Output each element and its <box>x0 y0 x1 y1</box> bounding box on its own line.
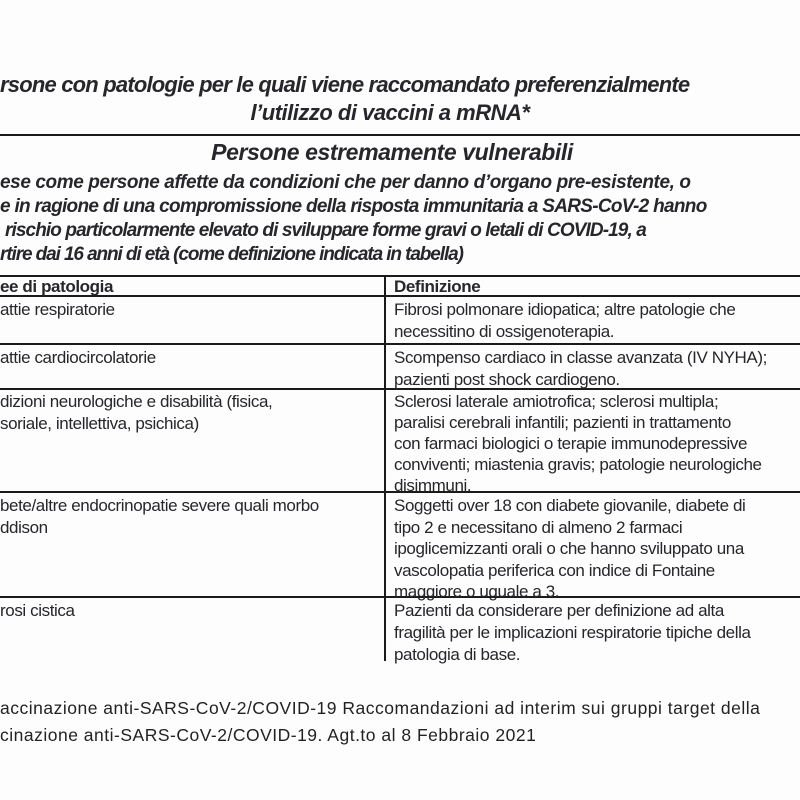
cell-area-cardiocircolatorie: attie cardiocircolatorie <box>0 348 156 367</box>
cell-area-fibrosi-cistica: rosi cistica <box>0 601 75 620</box>
cell-def-diabete-endocrinopatie: Soggetti over 18 con diabete giovanile, diabete di tipo 2 e necessitano di almeno 2 farmaci ipoglicemizzanti orali o che hanno sviluppato una vascolopatia periferica con indice di Fontaine maggiore o uguale a 3. <box>394 496 746 601</box>
intro-line: e in ragione di una compromissione della risposta immunitaria a SARS-CoV-2 hanno <box>0 196 707 217</box>
cell-def-respiratorie: Fibrosi polmonare idiopatica; altre patologie che necessitino di ossigenoterapia. <box>394 300 736 341</box>
intro-paragraph <box>0 171 707 267</box>
column-header-definizione: Definizione <box>394 277 481 296</box>
column-header-area-di-patologia: ee di patologia <box>0 277 114 296</box>
intro-line: ese come persone affette da condizioni che per danno d’organo pre-esistente, o <box>0 172 691 193</box>
footnote-line2: cinazione anti-SARS-CoV-2/COVID-19. Agt.to al 8 Febbraio 2021 <box>0 725 537 745</box>
cell-area-respiratorie: attie respiratorie <box>0 300 115 319</box>
top-divider-rule <box>0 134 800 136</box>
intro-line: rtire dai 16 anni di età (come definizione indicata in tabella) <box>0 244 463 265</box>
cell-def-cardiocircolatorie: Scompenso cardiaco in classe avanzata (IV NYHA); pazienti post shock cardiogeno. <box>394 348 767 389</box>
document-title-line2: l’utilizzo di vaccini a mRNA* <box>250 100 530 125</box>
section-header: Persone estremamente vulnerabili <box>211 139 573 165</box>
document-title-line1: rsone con patologie per le quali viene raccomandato preferenzialmente <box>0 72 690 97</box>
table-border-row1 <box>0 343 800 345</box>
cell-area-neurologiche: dizioni neurologiche e disabilità (fisica, soriale, intellettiva, psichica) <box>0 392 273 433</box>
cell-def-fibrosi-cistica: Pazienti da considerare per definizione ad alta fragilità per le implicazioni respiratorie tipiche della patologia di base. <box>394 601 751 664</box>
cell-def-neurologiche: Sclerosi laterale amiotrofica; sclerosi multipla; paralisi cerebrali infantili; pazienti in trattamento con farmaci biologici o terapie immunodepressive conviventi; miastenia gravis; patologie neurologiche disimmuni. <box>394 392 762 495</box>
cell-area-diabete-endocrinopatie: bete/altre endocrinopatie severe quali morbo ddison <box>0 496 319 537</box>
intro-line: rischio particolarmente elevato di sviluppare forme gravi o letali di COVID-19, a <box>5 220 646 241</box>
table-column-divider <box>384 275 386 661</box>
footnote-line1: accinazione anti-SARS-CoV-2/COVID-19 Raccomandazioni ad interim sui gruppi target della <box>0 698 761 718</box>
